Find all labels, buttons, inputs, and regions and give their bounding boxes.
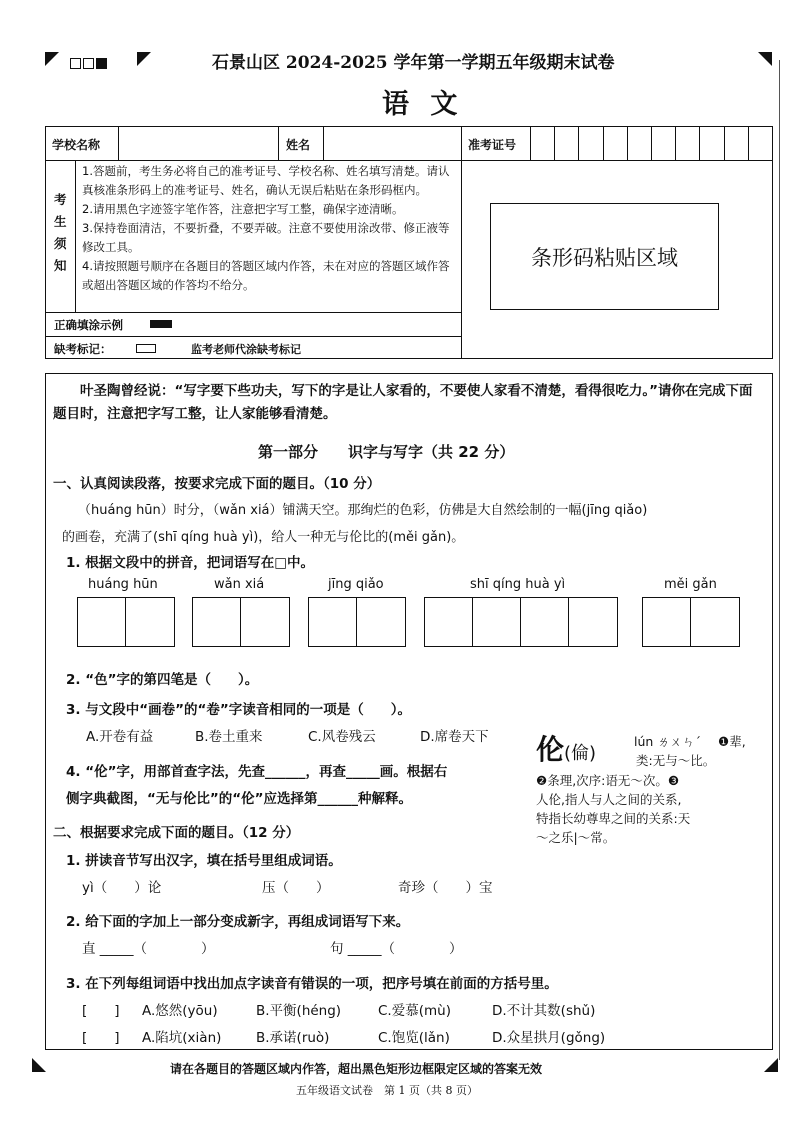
pinyin-2: wǎn xiá: [214, 577, 265, 592]
section2-title: 二、根据要求完成下面的题目。（12 分）: [53, 825, 300, 841]
s2-q2-item-2[interactable]: 句 _____（ ）: [330, 941, 463, 957]
notice-2: 2.请用黑色字迹签字笔作答，注意把字写工整，确保字迹清晰。: [82, 202, 404, 216]
s1-question-2: 2. “色”字的第四笔是（ ）。: [66, 672, 259, 688]
absent-checkbox[interactable]: [136, 344, 156, 353]
passage-line-2: 的画卷，充满了(shī qíng huà yì)，给人一种无与伦比的(měi gǎn)。: [62, 530, 465, 545]
corner-mark-top-right: [758, 52, 772, 66]
subject-title: 语 文: [382, 89, 464, 120]
dict-line-0: ❶辈,: [718, 734, 746, 749]
pinyin-5: měi gǎn: [664, 577, 717, 592]
right-edge-line: [779, 60, 780, 1060]
absent-label: 缺考标记：: [54, 342, 112, 356]
intro-quote: 叶圣陶曾经说：“写字要下些功夫，写下的字是让人家看的，不要使人家看不清楚，看得很吃力。”请你在完成下面题目时，注意把字写工整，让人家能够看清楚。: [53, 383, 753, 422]
name-label: 姓名: [286, 138, 311, 152]
s2-q3-row2-a: A.陷坑(xiàn): [142, 1030, 222, 1046]
notice-3: 3.保持卷面清洁，不要折叠，不要弄破。注意不要使用涂改带、修正液等修改工具。: [82, 221, 450, 254]
s2-q3-row2-d: D.众星拱月(gǒng): [492, 1030, 606, 1046]
s2-q1-item-1[interactable]: yì（ ）论: [82, 880, 162, 896]
absent-note: 监考老师代涂缺考标记: [191, 343, 301, 356]
s2-q3-row2-c: C.饱览(lǎn): [378, 1030, 450, 1046]
barcode-area: [490, 203, 719, 310]
dict-line-4: 特指长幼尊卑之间的关系:天: [536, 811, 691, 826]
answer-boxes-3[interactable]: [308, 597, 406, 647]
s1-question-4-line-1: 4. “伦”字，用部首查字法，先查______，再查_____画。根据右: [66, 764, 448, 780]
dict-pinyin: lún ㄌㄨㄣˊ: [634, 734, 702, 749]
corner-mark-top-mid: [137, 52, 151, 66]
corner-mark-bottom-left: [32, 1058, 46, 1072]
s2-q3-row2-b: B.承诺(ruò): [256, 1030, 330, 1046]
dict-trad: (倫): [564, 743, 597, 764]
square-filled: [96, 58, 107, 69]
school-name-label: 学校名称: [52, 138, 101, 152]
page-info: 五年级语文试卷 第 1 页（共 8 页）: [296, 1084, 478, 1097]
answer-boxes-1[interactable]: [77, 597, 175, 647]
part1-title: 第一部分 识字与写字（共 22 分）: [258, 443, 515, 461]
s2-question-3: 3. 在下列每组词语中找出加点字读音有错误的一项，把序号填在前面的方括号里。: [66, 976, 558, 992]
answer-boxes-4[interactable]: [424, 597, 618, 647]
dict-line-3: 人伦,指人与人之间的关系,: [536, 792, 682, 807]
dictionary-excerpt: [536, 728, 770, 845]
info-table: [45, 126, 773, 359]
answer-boxes-5[interactable]: [642, 597, 740, 647]
dict-line-5: ～之乐|～常。: [536, 830, 616, 845]
corner-squares: [70, 53, 109, 72]
corner-mark-bottom-right: [764, 1058, 778, 1072]
q3-option-d[interactable]: D.席卷天下: [420, 729, 489, 745]
fill-example-label: 正确填涂示例: [54, 318, 123, 332]
notice-4: 4.请按照题号顺序在各题目的答题区域内作答，未在对应的答题区域作答或超出答题区域的作答均不给分。: [82, 259, 450, 292]
s2-q1-item-2[interactable]: 压（ ）: [262, 880, 330, 896]
name-field[interactable]: [324, 127, 461, 160]
section1-title: 一、认真阅读段落，按要求完成下面的题目。（10 分）: [53, 476, 381, 492]
notice-1: 1.答题前，考生务必将自己的准考证号、学校名称、姓名填写清楚。请认真核准条形码上的准考证号、姓名，确认无误后粘贴在条形码框内。: [82, 164, 450, 197]
notice-list: [82, 162, 456, 295]
s2-q3-row1-a: A.悠然(yōu): [142, 1003, 218, 1019]
square-empty-1: [70, 58, 81, 69]
barcode-text: 条形码粘贴区域: [531, 245, 678, 270]
s2-q3-row1-d: D.不计其数(shǔ): [492, 1003, 596, 1019]
corner-mark-top-left: [45, 52, 59, 66]
exam-number-boxes[interactable]: [531, 127, 772, 160]
exam-title: 石景山区 2024-2025 学年第一学期五年级期末试卷: [212, 53, 615, 73]
pinyin-4: shī qíng huà yì: [470, 577, 566, 592]
footer-warning: 请在各题目的答题区域内作答，超出黑色矩形边框限定区域的答案无效: [170, 1062, 543, 1076]
q3-option-b[interactable]: B.卷土重来: [195, 729, 263, 745]
pinyin-1: huáng hūn: [88, 577, 158, 592]
s2-q1-item-3[interactable]: 奇珍（ ）宝: [398, 880, 493, 896]
dict-char: 伦: [536, 733, 565, 766]
s2-question-1: 1. 拼读音节写出汉字，填在括号里组成词语。: [66, 853, 342, 869]
s1-question-1: 1. 根据文段中的拼音，把词语写在□中。: [66, 555, 314, 571]
s2-question-2: 2. 给下面的字加上一部分变成新字，再组成词语写下来。: [66, 914, 410, 930]
s1-question-3: 3. 与文段中“画卷”的“卷”字读音相同的一项是（ ）。: [66, 702, 411, 718]
dict-line-1: 类:无与～比。: [636, 753, 716, 768]
q3-option-a[interactable]: A.开卷有益: [86, 729, 154, 745]
school-name-field[interactable]: [119, 127, 278, 160]
s2-q2-item-1[interactable]: 直 _____（ ）: [82, 941, 215, 957]
notice-label: 考生须知: [54, 192, 67, 273]
answer-boxes-2[interactable]: [192, 597, 290, 647]
exam-number-label: 准考证号: [468, 138, 517, 152]
s2-q3-row2-bracket[interactable]: [ ]: [82, 1030, 120, 1046]
passage-line-1: （huáng hūn）时分，（wǎn xiá）铺满天空。那绚烂的色彩，仿佛是大自然绘制的一幅(jīng qiǎo): [78, 503, 648, 518]
s2-q3-row1-b: B.平衡(héng): [256, 1003, 342, 1019]
pinyin-3: jīng qiǎo: [328, 577, 384, 592]
square-empty-2: [83, 58, 94, 69]
fill-example-mark: [150, 320, 172, 328]
s2-q3-row1-bracket[interactable]: [ ]: [82, 1003, 120, 1019]
q3-option-c[interactable]: C.风卷残云: [308, 729, 376, 745]
s2-q3-row1-c: C.爱慕(mù): [378, 1003, 451, 1019]
s1-question-4-line-2: 侧字典截图，“无与伦比”的“伦”应选择第______种解释。: [66, 791, 412, 807]
dict-line-2: ❷条理,次序:语无～次。❸: [536, 773, 680, 788]
